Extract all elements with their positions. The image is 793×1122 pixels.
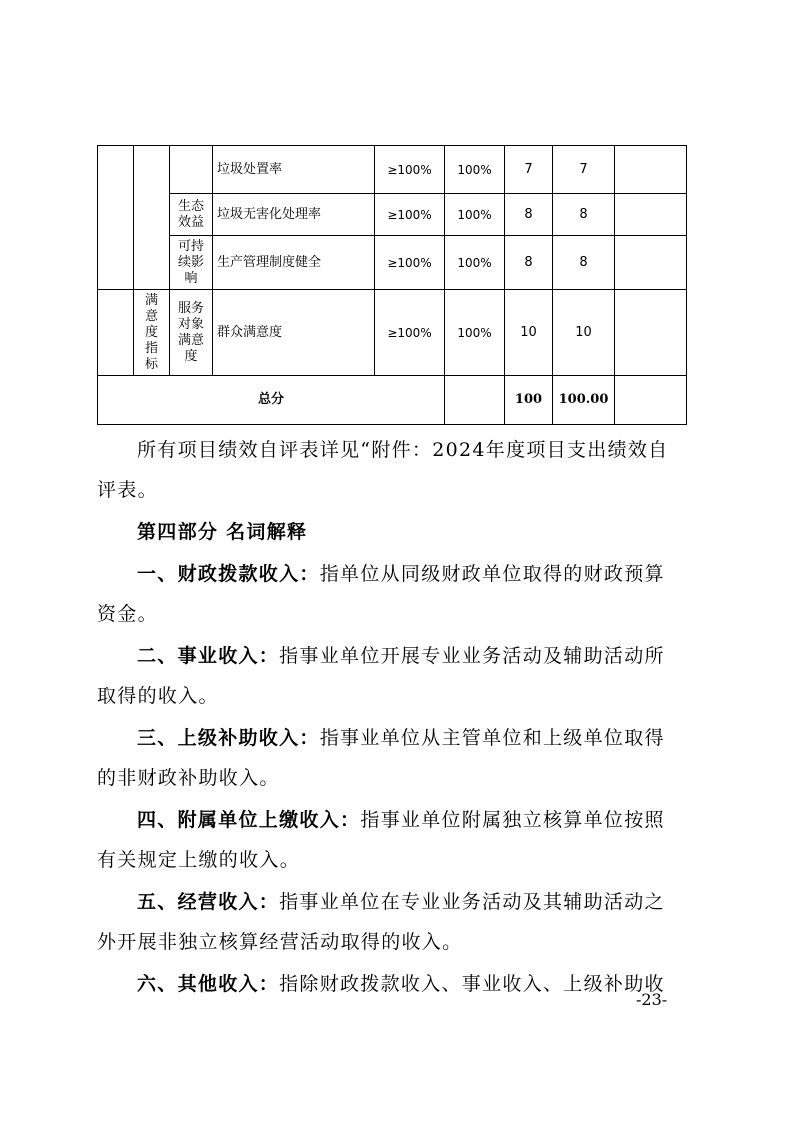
table-cell [134,146,170,290]
total-score: 100.00 [553,376,615,425]
weight-cell: 7 [505,146,553,194]
score-cell: 8 [553,236,615,290]
target-cell: ≥100% [375,194,445,236]
definition-term: 三、上级补助收入： [137,727,320,749]
definition-term: 五、经营收入： [137,891,280,913]
section-heading: 第四部分 名词解释 [137,521,308,543]
definition-text: 指除财政拨款收入、事业收入、上级补助收 [279,973,665,995]
note-cell [615,194,687,236]
sub-indicator-label: 服务对象满意度 [177,300,204,364]
paragraph-line: 评表。 [97,479,158,501]
score-cell: 8 [553,194,615,236]
definition-line [97,800,733,840]
score-cell: 7 [553,146,615,194]
category-label: 满意度指标 [144,292,158,372]
total-label: 总分 [98,376,445,425]
target-cell: ≥100% [375,290,445,376]
table-cell [615,376,687,425]
definition-text: 指事业单位从主管单位和上级单位取得 [319,727,665,749]
paragraph-line: 所有项目绩效自评表详见“附件：2024年度项目支出绩效自 [137,439,669,461]
paragraph-line: 有关规定上缴的收入。 [97,849,301,871]
actual-cell: 100% [445,194,505,236]
score-cell: 10 [553,290,615,376]
performance-table [97,145,686,425]
sub-indicator-cell [170,236,213,290]
actual-cell: 100% [445,146,505,194]
sub-indicator-cell [170,290,213,376]
definition-line [97,554,733,594]
actual-cell: 100% [445,236,505,290]
definition-term: 一、财政拨款收入： [137,563,320,585]
table-row [98,146,687,194]
paragraph-line: 外开展非独立核算经营活动取得的收入。 [97,931,463,953]
definition-term: 四、附属单位上缴收入： [137,809,361,831]
table-row [98,236,687,290]
indicator-cell: 垃圾无害化处理率 [213,194,375,236]
page-number: -23- [636,990,668,1009]
table-cell [445,376,505,425]
target-cell: ≥100% [375,236,445,290]
note-cell [615,146,687,194]
sub-indicator-cell [170,194,213,236]
weight-cell: 8 [505,194,553,236]
target-cell: ≥100% [375,146,445,194]
table-cell [170,146,213,194]
table-row [98,194,687,236]
note-cell [615,290,687,376]
sub-indicator-label: 可持续影响 [177,238,204,286]
weight-cell: 8 [505,236,553,290]
definition-term: 二、事业收入： [137,645,280,667]
weight-cell: 10 [505,290,553,376]
definition-text: 指单位从同级财政单位取得的财政预算 [319,563,665,585]
indicator-cell: 垃圾处置率 [213,146,375,194]
paragraph-line: 取得的收入。 [97,685,219,707]
category-cell [134,290,170,376]
total-row [98,376,687,425]
definition-line [97,882,733,922]
definition-text: 指事业单位开展专业业务活动及辅助活动所 [279,645,665,667]
definition-text: 指事业单位在专业业务活动及其辅助活动之 [279,891,665,913]
sub-indicator-label: 生态效益 [177,198,204,230]
paragraph-line: 的非财政补助收入。 [97,767,280,789]
definition-line [97,718,733,758]
total-weight: 100 [505,376,553,425]
indicator-cell: 群众满意度 [213,290,375,376]
actual-cell: 100% [445,290,505,376]
table-cell [98,290,134,376]
indicator-cell: 生产管理制度健全 [213,236,375,290]
definition-text: 指事业单位附属独立核算单位按照 [360,809,665,831]
paragraph-line: 资金。 [97,603,158,625]
table-row [98,290,687,376]
definition-term: 六、其他收入： [137,973,280,995]
note-cell [615,236,687,290]
table-cell [98,146,134,290]
definition-line [97,636,733,676]
